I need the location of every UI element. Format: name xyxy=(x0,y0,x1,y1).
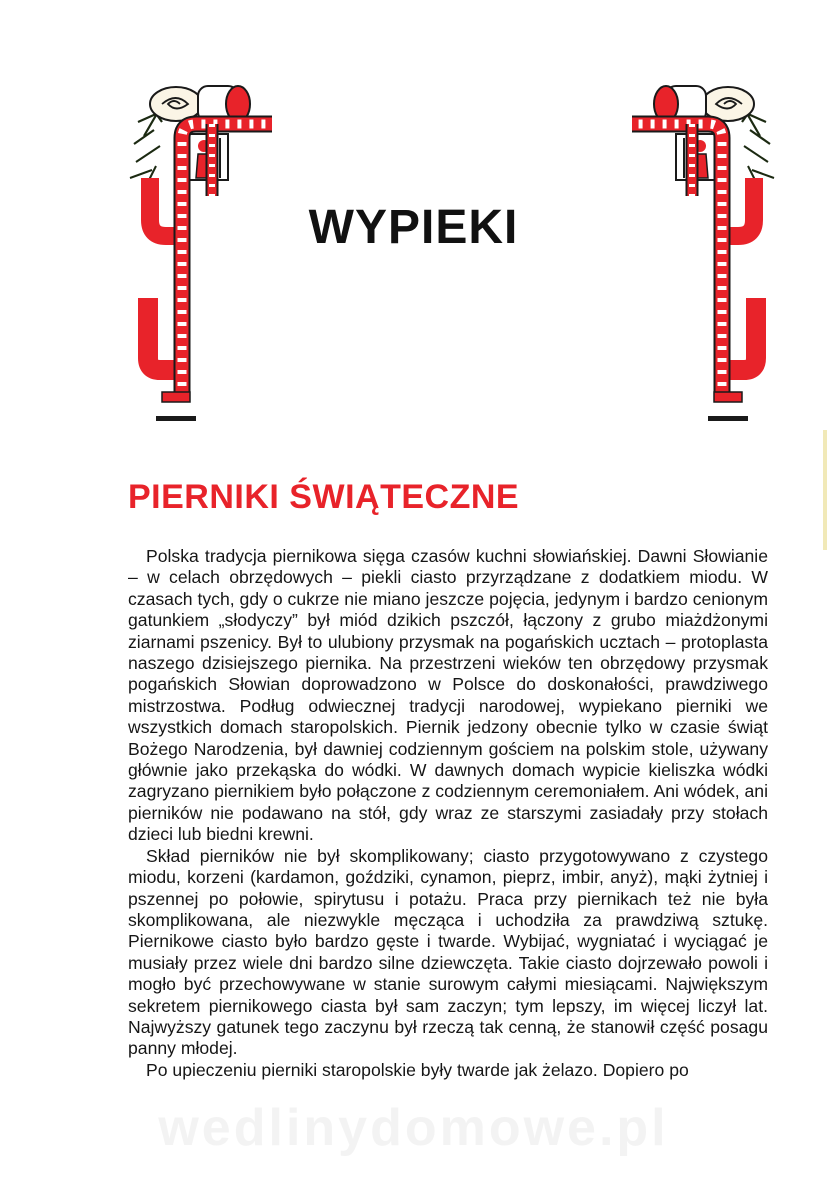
body-text xyxy=(128,546,768,1081)
watermark: wedlinydomowe.pl xyxy=(158,1099,669,1157)
paragraph: Polska tradycja piernikowa sięga czasów kuchni słowiańskiej. Dawni Słowianie – w celach obrzędowych – piekli ciasto przyrządzane z dodatkiem miodu. W czasach tych, gdy o cukrze nie miano jeszcze pojęcia, jedynym i bardzo cenionym gatunkiem „słodyczy” był miód dzikich pszczół, łączony z grubo miażdżonymi ziarnami pszenicy. Był to ulubiony przysmak na pogańskich ucztach – protoplasta naszego dzisiejszego piernika. Na przestrzeni wieków ten obrzędowy przysmak pogańskich Słowian doprowadzono w Polsce do doskonałości, prawdziwego mistrzostwa. Podług odwiecznej tradycji narodowej, wypiekano pierniki we wszystkich domach staropolskich. Piernik jedzony obecnie tylko w czasie świąt Bożego Narodzenia, był dawniej codziennym gościem na polskim stole, używany głównie jako przekąska do wódki. W dawnych domach wypicie kieliszka wódki zagryzano piernikiem było połączone z codziennym ceremoniałem. Ani wódek, ani pierników nie podawano na stół, gdy wraz ze starszymi zasiadały przy stołach dzieci lub biedni krewni. xyxy=(128,546,768,845)
section-title: PIERNIKI ŚWIĄTECZNE xyxy=(128,478,520,516)
chapter-title: WYPIEKI xyxy=(308,201,519,254)
page-edge-mark xyxy=(823,430,827,550)
paragraph: Skład pierników nie był skomplikowany; ciasto przygotowywano z czystego miodu, korzeni (kardamon, goździki, cynamon, pieprz, imbir, anyż), mąki żytniej i pszennej po połowie, spirytusu i potażu. Praca przy piernikach też nie była skomplikowana, ale niezwykle męcząca i uchodziła za prawdziwą sztukę. Piernikowe ciasto było bardzo gęste i twarde. Wybijać, wygniatać i wyciągać je musiały przez wiele dni bardzo silne dziewczęta. Takie ciasto dojrzewało powoli i mogło być przechowywane w stanie surowym całymi miesiącami. Największym sekretem piernikowego ciasta był sam zaczyn; tym lepszy, im więcej liczył lat. Najwyższy gatunek tego zaczynu był rzeczą tak cenną, że stanowił część posagu panny młodej. xyxy=(128,845,768,1059)
paragraph: Po upieczeniu pierniki staropolskie były twarde jak żelazo. Dopiero po xyxy=(146,1059,689,1080)
